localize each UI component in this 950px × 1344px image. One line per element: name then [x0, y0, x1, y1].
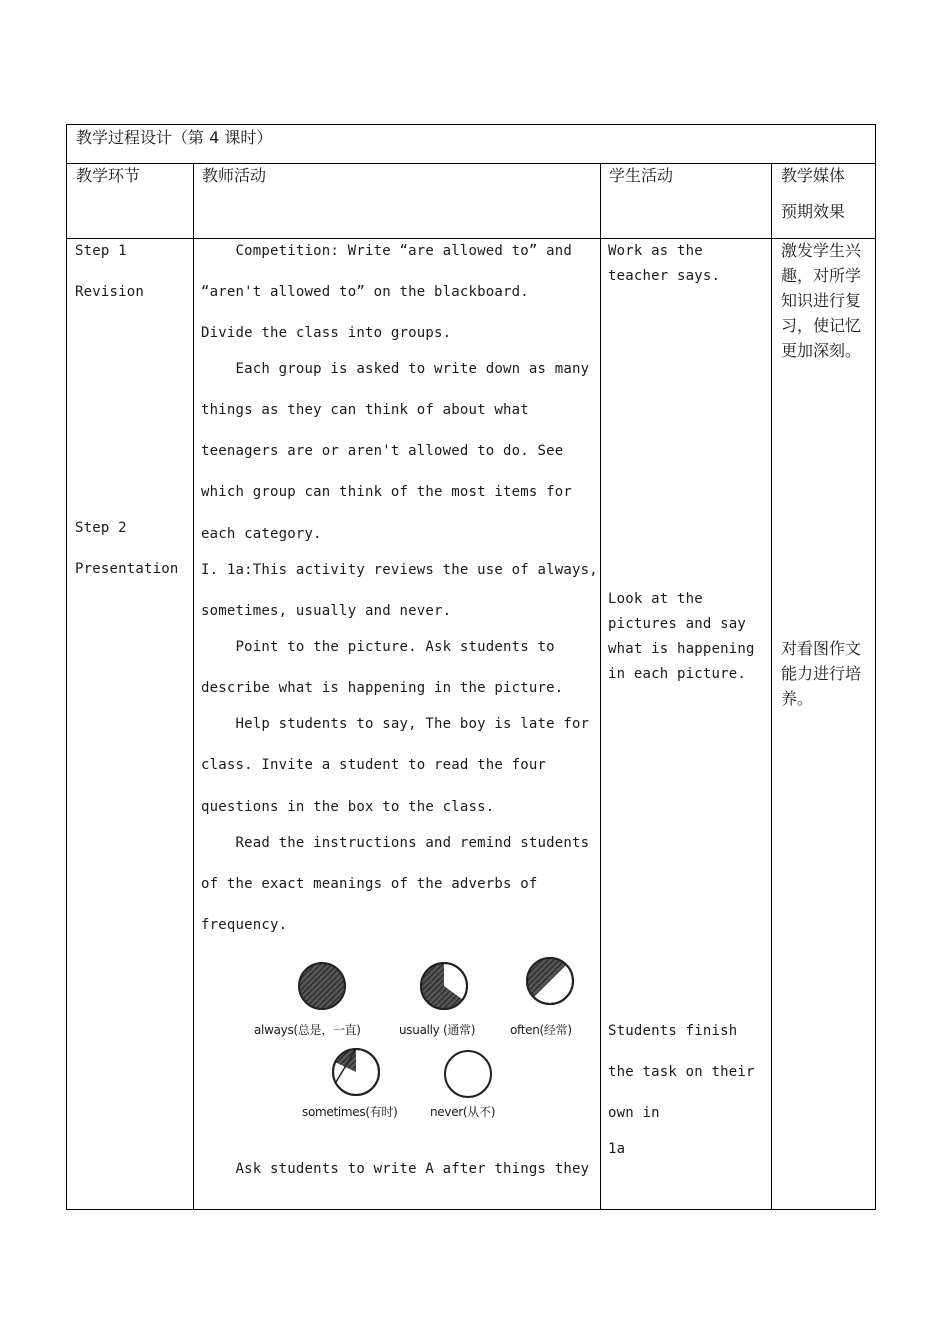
teacher-line: of the exact meanings of the adverbs of [201, 876, 538, 892]
media-line: 能力进行培 [781, 664, 862, 683]
teacher-line: “aren't allowed to” on the blackboard. [201, 284, 529, 300]
never-circle-icon [442, 1048, 494, 1100]
media-line: 趣，对所学 [781, 266, 862, 285]
media-line: 养。 [781, 689, 814, 708]
teacher-line: Point to the picture. Ask students to [201, 639, 555, 655]
header-student-activity: 学生活动 [609, 166, 674, 185]
step2-label: Step 2 [75, 520, 127, 536]
usually-label: usually (通常) [399, 1023, 476, 1037]
often-circle-icon [524, 955, 576, 1007]
teacher-line: teenagers are or aren't allowed to do. See [201, 443, 564, 459]
media-line: 激发学生兴 [781, 241, 862, 260]
header-expected-effect: 预期效果 [781, 202, 846, 221]
header-step: 教学环节 [76, 166, 141, 185]
always-circle-icon [296, 960, 348, 1012]
student-line: Students finish [608, 1023, 738, 1039]
usually-circle-icon [418, 960, 470, 1012]
teacher-line: Read the instructions and remind students [201, 835, 590, 851]
teacher-line: describe what is happening in the picture. [201, 680, 564, 696]
media-line: 知识进行复 [781, 291, 862, 310]
media-line: 习，使记忆 [781, 316, 862, 335]
media-line: 更加深刻。 [781, 341, 862, 360]
teacher-line: Help students to say, The boy is late for [201, 716, 590, 732]
teacher-line: Ask students to write A after things they [201, 1161, 590, 1177]
teacher-line: things as they can think of about what [201, 402, 529, 418]
column-divider [600, 163, 601, 1209]
row-divider [67, 163, 875, 164]
often-label: often(经常) [510, 1023, 572, 1037]
student-line: 1a [608, 1141, 626, 1157]
table-title: 教学过程设计（第 4 课时） [76, 128, 273, 147]
teacher-line: Divide the class into groups. [201, 325, 452, 341]
student-line: in each picture. [608, 666, 747, 682]
sometimes-label: sometimes(有时) [302, 1105, 398, 1119]
teacher-line: sometimes, usually and never. [201, 603, 452, 619]
teacher-line: each category. [201, 526, 322, 542]
step1-name: Revision [75, 284, 145, 300]
teacher-line: class. Invite a student to read the four [201, 757, 547, 773]
never-label: never(从不) [430, 1105, 496, 1119]
sometimes-circle-icon [330, 1046, 382, 1098]
teacher-line: Each group is asked to write down as many [201, 361, 590, 377]
step1-label: Step 1 [75, 243, 127, 259]
row-divider [67, 238, 875, 239]
student-line: the task on their [608, 1064, 755, 1080]
student-line: Look at the [608, 591, 703, 607]
student-line: what is happening [608, 641, 755, 657]
teacher-line: questions in the box to the class. [201, 799, 495, 815]
teacher-line: Competition: Write “are allowed to” and [201, 243, 573, 259]
always-label: always(总是，一直) [254, 1023, 361, 1037]
student-line: own in [608, 1105, 660, 1121]
teacher-line: which group can think of the most items for [201, 484, 573, 500]
media-line: 对看图作文 [781, 639, 862, 658]
step2-name: Presentation [75, 561, 179, 577]
column-divider [771, 163, 772, 1209]
header-media: 教学媒体 [781, 166, 846, 185]
student-line: teacher says. [608, 268, 721, 284]
teacher-line: frequency. [201, 917, 288, 933]
header-teacher-activity: 教师活动 [202, 166, 267, 185]
student-line: Work as the [608, 243, 703, 259]
teacher-line: I. 1a:This activity reviews the use of always, [201, 562, 598, 578]
column-divider [193, 163, 194, 1209]
student-line: pictures and say [608, 616, 747, 632]
